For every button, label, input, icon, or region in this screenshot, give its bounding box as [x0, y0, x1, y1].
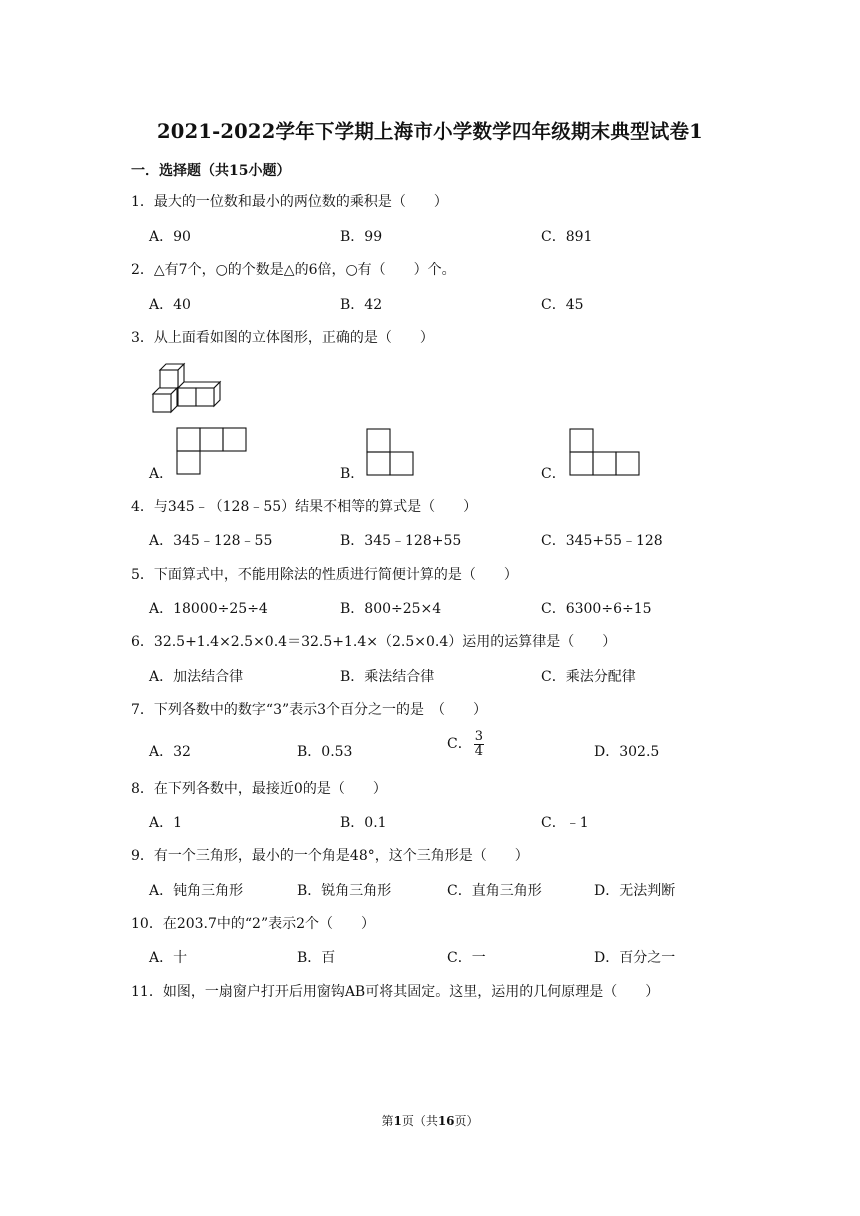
q8-option-a[interactable]: A．1 [149, 815, 183, 831]
q7-option-a[interactable]: A．32 [149, 744, 191, 760]
question-1: 1．最大的一位数和最小的两位数的乘积是（ ） [131, 194, 448, 210]
top-view-option-b[interactable] [366, 428, 416, 476]
q4-option-a[interactable]: A．345﹣128﹣55 [149, 533, 273, 549]
footer-page-number: 1 [393, 1114, 402, 1128]
q10-option-a[interactable]: A．十 [149, 950, 188, 966]
q2-option-a[interactable]: A．40 [149, 297, 191, 313]
footer-suffix: 页） [454, 1114, 479, 1128]
q1-option-c[interactable]: C．891 [541, 229, 593, 245]
question-10: 10．在203.7中的“2”表示2个（ ） [131, 916, 376, 932]
question-3: 3．从上面看如图的立体图形，正确的是（ ） [131, 330, 434, 346]
q10-option-b[interactable]: B．百 [297, 950, 336, 966]
q5-option-c[interactable]: C．6300÷6÷15 [541, 601, 652, 617]
question-4: 4．与345﹣（128﹣55）结果不相等的算式是（ ） [131, 499, 478, 515]
cube-stack-figure [148, 360, 228, 420]
q5-option-b[interactable]: B．800÷25×4 [340, 601, 442, 617]
footer-prefix: 第 [381, 1114, 394, 1128]
q7-option-d[interactable]: D．302.5 [594, 744, 660, 760]
q6-option-c[interactable]: C．乘法分配律 [541, 669, 636, 685]
question-9: 9．有一个三角形，最小的一个角是48°，这个三角形是（ ） [131, 848, 529, 864]
page-title: 2021-2022学年下学期上海市小学数学四年级期末典型试卷1 [157, 120, 703, 143]
page-footer [0, 1112, 860, 1129]
q6-option-a[interactable]: A．加法结合律 [149, 669, 244, 685]
q9-option-d[interactable]: D．无法判断 [594, 883, 676, 899]
q8-option-c[interactable]: C．﹣1 [541, 815, 589, 831]
q10-option-c[interactable]: C．一 [447, 950, 486, 966]
q7-option-b[interactable]: B．0.53 [297, 744, 353, 760]
q4-option-b[interactable]: B．345﹣128+55 [340, 533, 462, 549]
fraction-numerator: 3 [474, 729, 483, 744]
q3-option-c[interactable]: C． [541, 466, 566, 482]
footer-total-pages: 16 [437, 1114, 455, 1128]
q7-option-c-label: C． [447, 736, 472, 753]
question-11: 11．如图，一扇窗户打开后用窗钩AB可将其固定。这里，运用的几何原理是（ ） [131, 984, 660, 1000]
q3-option-a[interactable]: A． [149, 466, 174, 482]
q8-option-b[interactable]: B．0.1 [340, 815, 387, 831]
q9-option-b[interactable]: B．锐角三角形 [297, 883, 392, 899]
q4-option-c[interactable]: C．345+55﹣128 [541, 533, 663, 549]
q10-option-d[interactable]: D．百分之一 [594, 950, 676, 966]
q3-option-b[interactable]: B． [340, 466, 365, 482]
top-view-option-c[interactable] [569, 428, 641, 476]
section-heading: 一．选择题（共15小题） [131, 163, 291, 179]
top-view-option-a[interactable] [176, 427, 248, 475]
question-7: 7．下列各数中的数字“3”表示3个百分之一的是 （ ） [131, 702, 488, 718]
question-8: 8．在下列各数中，最接近0的是（ ） [131, 781, 387, 797]
q1-option-a[interactable]: A．90 [149, 229, 191, 245]
fraction-three-quarters [474, 730, 484, 758]
fraction-denominator: 4 [474, 743, 483, 759]
q2-option-b[interactable]: B．42 [340, 297, 383, 313]
q9-option-a[interactable]: A．钝角三角形 [149, 883, 244, 899]
q6-option-b[interactable]: B．乘法结合律 [340, 669, 435, 685]
q5-option-a[interactable]: A．18000÷25÷4 [149, 601, 268, 617]
q2-option-c[interactable]: C．45 [541, 297, 584, 313]
q7-option-c[interactable] [447, 730, 484, 758]
footer-mid: 页（共 [401, 1114, 438, 1128]
question-5: 5．下面算式中，不能用除法的性质进行简便计算的是（ ） [131, 567, 518, 583]
question-6: 6．32.5+1.4×2.5×0.4＝32.5+1.4×（2.5×0.4）运用的运算律是（ ） [131, 634, 617, 650]
q1-option-b[interactable]: B．99 [340, 229, 383, 245]
q9-option-c[interactable]: C．直角三角形 [447, 883, 542, 899]
question-2: 2．△有7个，○的个数是△的6倍，○有（ ）个。 [131, 262, 456, 278]
